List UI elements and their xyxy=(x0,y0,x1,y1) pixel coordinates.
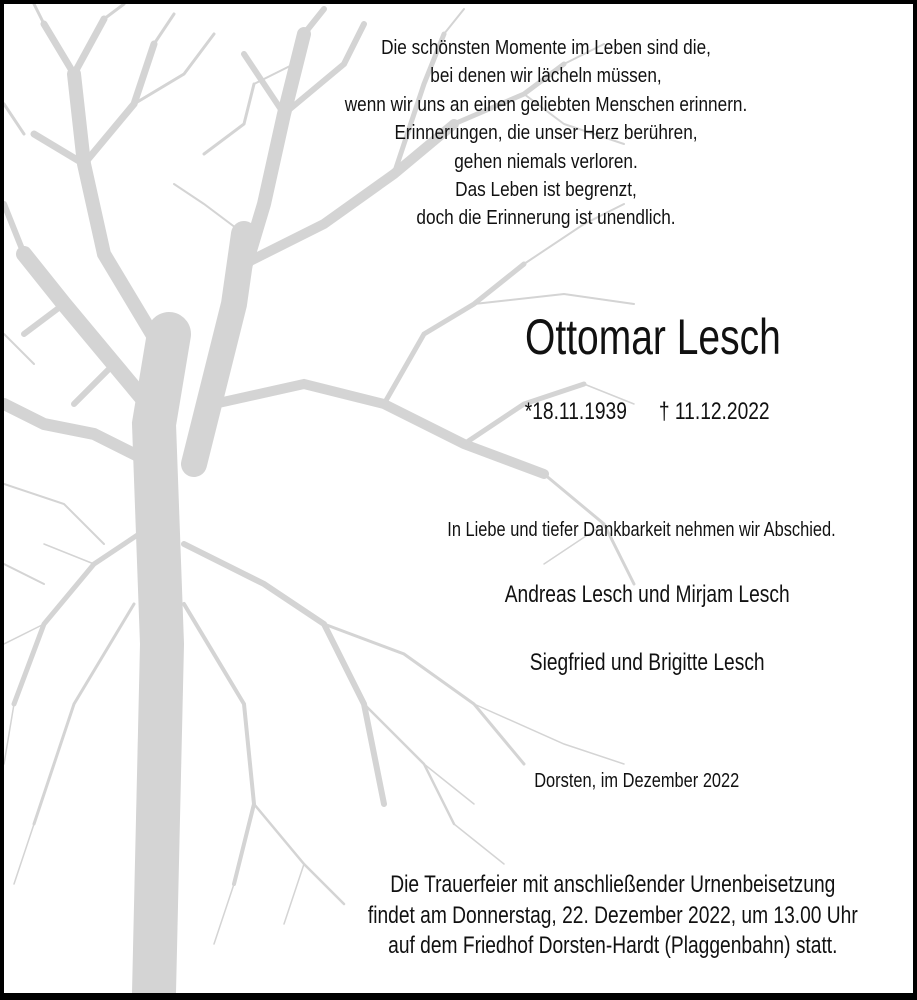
funeral-info-line: Die Trauerfeier mit anschließender Urnenbeisetzung xyxy=(390,871,836,898)
mourner-line: Siegfried und Brigitte Lesch xyxy=(529,649,765,676)
place-and-date: Dorsten, im Dezember 2022 xyxy=(534,770,740,792)
poem-line: Die schönsten Momente im Leben sind die, xyxy=(381,37,711,59)
memorial-poem xyxy=(80,34,913,233)
poem-line: Das Leben ist begrenzt, xyxy=(455,179,637,202)
poem-line: bei denen wir lächeln müssen, xyxy=(430,65,662,88)
poem-line: Erinnerungen, die unser Herz berühren, xyxy=(394,122,698,145)
poem-line: wenn wir uns an einen geliebten Menschen erinnern. xyxy=(344,93,748,116)
life-dates: *18.11.1939 † 11.12.2022 xyxy=(524,398,770,425)
obituary-notice xyxy=(4,4,913,993)
poem-line: doch die Erinnerung ist unendlich. xyxy=(416,207,676,230)
funeral-info-line: findet am Donnerstag, 22. Dezember 2022, um 13.00 Uhr xyxy=(367,901,858,929)
deceased-name: Ottomar Lesch xyxy=(525,309,781,365)
farewell-line: In Liebe und tiefer Dankbarkeit nehmen wir Abschied. xyxy=(447,519,836,541)
mourner-line: Andreas Lesch und Mirjam Lesch xyxy=(504,581,790,608)
funeral-info-line: auf dem Friedhof Dorsten-Hardt (Plaggenbahn) statt. xyxy=(388,932,838,959)
funeral-info xyxy=(293,870,913,962)
poem-line: gehen niemals verloren. xyxy=(454,150,638,173)
